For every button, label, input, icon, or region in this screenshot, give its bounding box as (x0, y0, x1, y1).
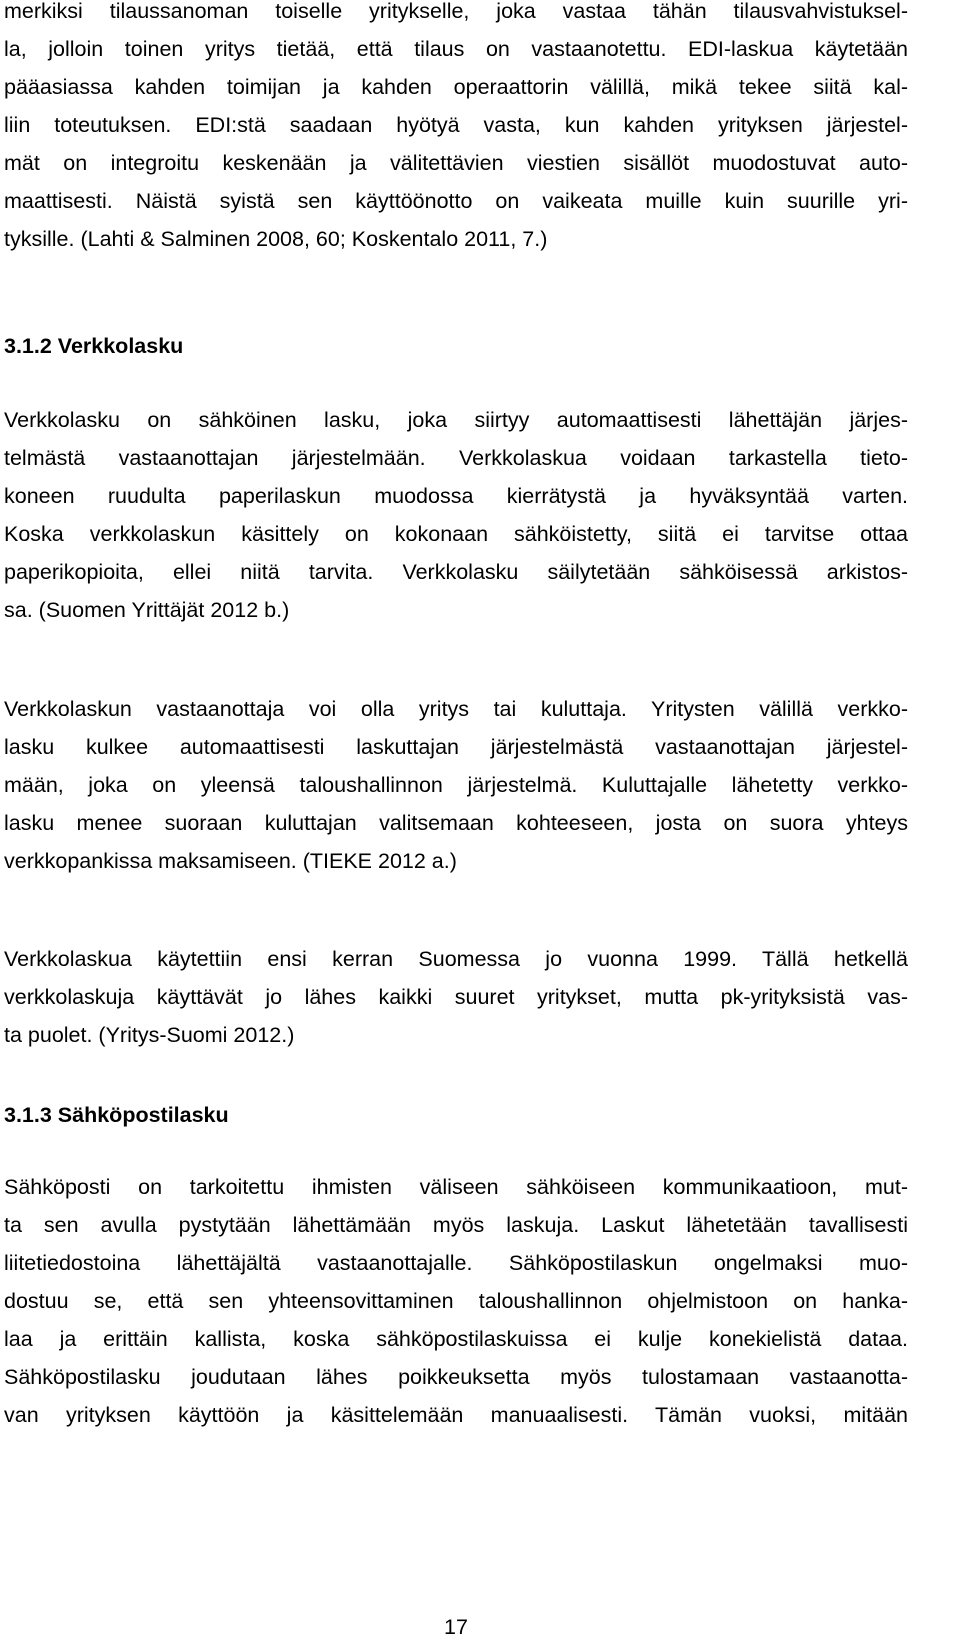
text-line: dostuu se, että sen yhteensovittaminen taloushallinnon ohjelmistoon on hanka- (4, 1289, 908, 1313)
section-heading-sahkopostilasku: 3.1.3 Sähköpostilasku (4, 1103, 229, 1127)
text-line: la, jolloin toinen yritys tietää, että tilaus on vastaanotettu. EDI-laskua käytetään (4, 37, 908, 61)
text-line: Koska verkkolaskun käsittely on kokonaan sähköistetty, siitä ei tarvitse ottaa (4, 522, 908, 546)
text-line: tyksille. (Lahti & Salminen 2008, 60; Koskentalo 2011, 7.) (4, 227, 548, 251)
text-line: koneen ruudulta paperilaskun muodossa kierrätystä ja hyväksyntää varten. (4, 484, 908, 508)
text-line: ta puolet. (Yritys-Suomi 2012.) (4, 1023, 295, 1047)
text-line: mään, joka on yleensä taloushallinnon järjestelmä. Kuluttajalle lähetetty verkko- (4, 773, 908, 797)
text-line: van yrityksen käyttöön ja käsittelemään manuaalisesti. Tämän vuoksi, mitään (4, 1403, 908, 1427)
sahkopostilasku-paragraph-1 (4, 1168, 908, 1434)
page-number: 17 (444, 1615, 468, 1639)
text-line: mät on integroitu keskenään ja välitettävien viestien sisällöt muodostuvat auto- (4, 151, 908, 175)
text-line: ta sen avulla pystytään lähettämään myös laskuja. Laskut lähetetään tavallisesti (4, 1213, 908, 1237)
verkkolasku-paragraph-1 (4, 401, 908, 629)
text-line: lasku kulkee automaattisesti laskuttajan järjestelmästä vastaanottajan järjestel- (4, 735, 908, 759)
text-line: merkiksi tilaussanoman toiselle yritykselle, joka vastaa tähän tilausvahvistuksel- (4, 0, 908, 23)
text-line: Verkkolaskua käytettiin ensi kerran Suomessa jo vuonna 1999. Tällä hetkellä (4, 947, 908, 971)
text-line: verkkolaskuja käyttävät jo lähes kaikki suuret yritykset, mutta pk-yrityksistä vas- (4, 985, 908, 1009)
verkkolasku-paragraph-3 (4, 940, 908, 1054)
text-line: telmästä vastaanottajan järjestelmään. Verkkolaskua voidaan tarkastella tieto- (4, 446, 908, 470)
text-line: maattisesti. Näistä syistä sen käyttöönotto on vaikeata muille kuin suurille yri- (4, 189, 908, 213)
text-line: verkkopankissa maksamiseen. (TIEKE 2012 a.) (4, 849, 457, 873)
text-line: pääasiassa kahden toimijan ja kahden operaattorin välillä, mikä tekee siitä kal- (4, 75, 908, 99)
text-line: laa ja erittäin kallista, koska sähköpostilaskuissa ei kulje konekielistä dataa. (4, 1327, 908, 1351)
text-line: Sähköposti on tarkoitettu ihmisten väliseen sähköiseen kommunikaatioon, mut- (4, 1175, 908, 1199)
text-line: liitetiedostoina lähettäjältä vastaanottajalle. Sähköpostilaskun ongelmaksi muo- (4, 1251, 908, 1275)
text-line: Verkkolasku on sähköinen lasku, joka siirtyy automaattisesti lähettäjän järjes- (4, 408, 908, 432)
text-line: sa. (Suomen Yrittäjät 2012 b.) (4, 598, 290, 622)
text-line: paperikopioita, ellei niitä tarvita. Verkkolasku säilytetään sähköisessä arkistos- (4, 560, 908, 584)
text-line: liin toteutuksen. EDI:stä saadaan hyötyä vasta, kun kahden yrityksen järjestel- (4, 113, 908, 137)
text-line: Sähköpostilasku joudutaan lähes poikkeuksetta myös tulostamaan vastaanotta- (4, 1365, 908, 1389)
text-line: lasku menee suoraan kuluttajan valitsemaan kohteeseen, josta on suora yhteys (4, 811, 908, 835)
text-line: Verkkolaskun vastaanottaja voi olla yritys tai kuluttaja. Yritysten välillä verkko- (4, 697, 908, 721)
verkkolasku-paragraph-2 (4, 690, 908, 880)
section-heading-verkkolasku: 3.1.2 Verkkolasku (4, 334, 184, 358)
intro-paragraph (4, 0, 908, 258)
